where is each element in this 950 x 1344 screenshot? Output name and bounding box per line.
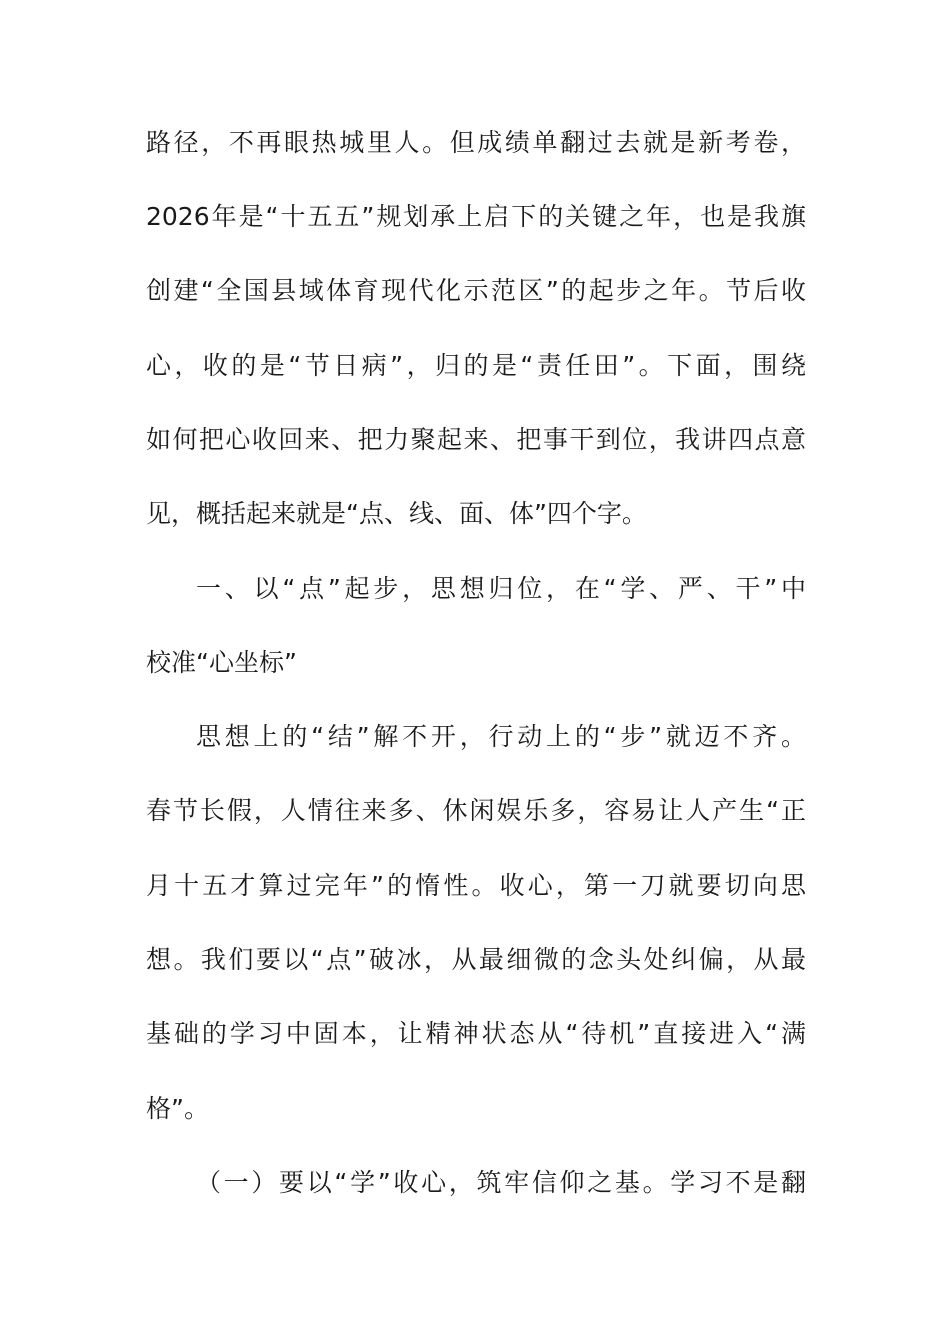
paragraph-line: 如何把心收回来、把力聚起来、把事干到位，我讲四点意	[146, 425, 806, 454]
paragraph-line: 格”。	[146, 1094, 209, 1123]
paragraph-line: 基础的学习中固本，让精神状态从“待机”直接进入“满	[146, 1019, 806, 1048]
paragraph-line: 路径，不再眼热城里人。但成绩单翻过去就是新考卷，	[146, 128, 806, 157]
section-heading-line: 校准“心坐标”	[146, 648, 297, 677]
paragraph-line: 心，收的是“节日病”，归的是“责任田”。下面，围绕	[146, 351, 806, 380]
paragraph-line: 思想上的“结”解不开，行动上的“步”就迈不齐。	[196, 722, 806, 751]
paragraph-line: 想。我们要以“点”破冰，从最细微的念头处纠偏，从最	[146, 945, 806, 974]
section-heading-line: 一、以“点”起步，思想归位，在“学、严、干”中	[196, 574, 806, 603]
subsection-heading-line: （一）要以“学”收心，筑牢信仰之基。学习不是翻	[196, 1168, 806, 1197]
paragraph-line: 创建“全国县域体育现代化示范区”的起步之年。节后收	[146, 276, 806, 305]
paragraph-line: 2026年是“十五五”规划承上启下的关键之年，也是我旗	[146, 202, 806, 231]
paragraph-line: 月十五才算过完年”的惰性。收心，第一刀就要切向思	[146, 871, 806, 900]
paragraph-line: 见，概括起来就是“点、线、面、体”四个字。	[146, 499, 647, 528]
paragraph-line: 春节长假，人情往来多、休闲娱乐多，容易让人产生“正	[146, 796, 806, 825]
